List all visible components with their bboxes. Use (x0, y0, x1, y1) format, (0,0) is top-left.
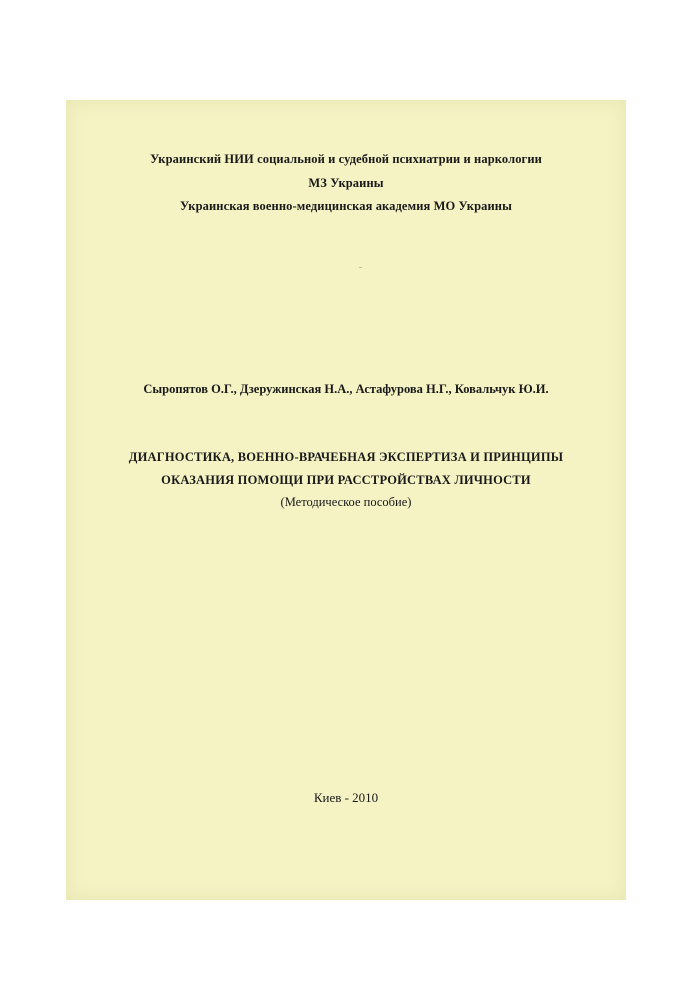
paper-speck (359, 267, 362, 268)
title-line-2: ОКАЗАНИЯ ПОМОЩИ ПРИ РАССТРОЙСТВАХ ЛИЧНОСТИ (161, 473, 531, 487)
subtitle-line: (Методическое пособие) (280, 495, 412, 509)
institution-line-1: Украинский НИИ социальной и судебной психиатрии и наркологии (150, 152, 542, 166)
institution-line-2: МЗ Украины (308, 176, 384, 190)
institution-line-3: Украинская военно-медицинская академия МО Украины (180, 199, 512, 213)
document-page (66, 100, 626, 900)
place-year-line: Киев - 2010 (313, 790, 379, 805)
title-line-1: ДИАГНОСТИКА, ВОЕННО-ВРАЧЕБНАЯ ЭКСПЕРТИЗА И ПРИНЦИПЫ (128, 450, 564, 464)
authors-line: Сыропятов О.Г., Дзеружинская Н.А., Астафурова Н.Г., Ковальчук Ю.И. (143, 382, 549, 396)
